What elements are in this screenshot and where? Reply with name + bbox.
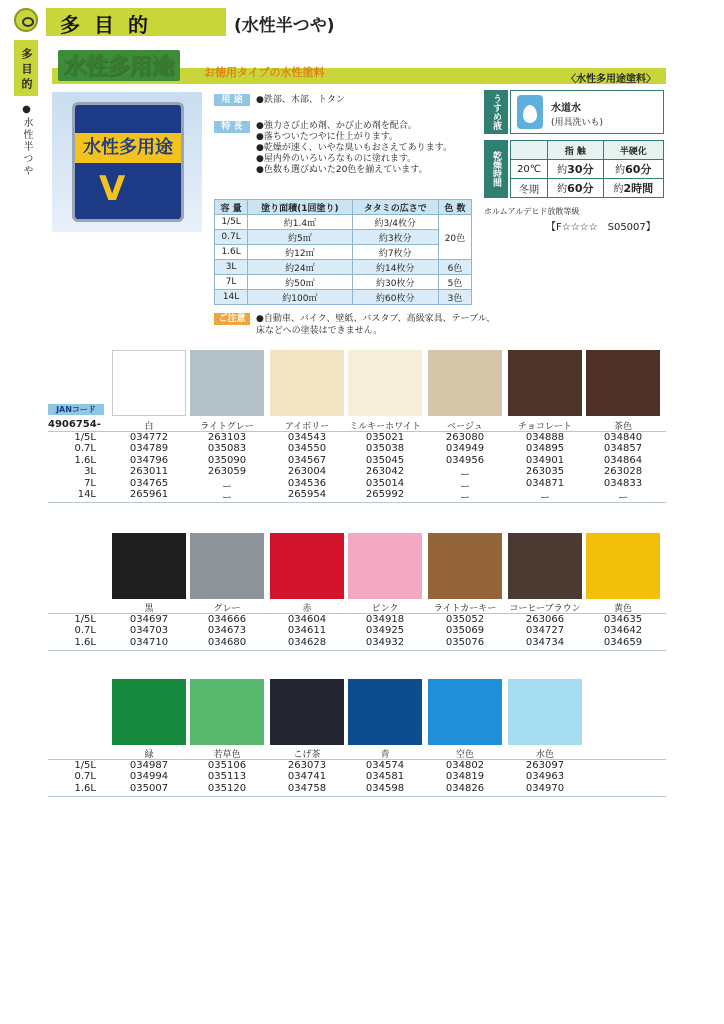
drying-row — [511, 179, 664, 198]
capacity-cell: 3L — [215, 260, 248, 275]
drying-touch-value: 60分 — [567, 182, 594, 195]
product-name: 水性多用途 — [58, 50, 180, 81]
drying-label: 乾燥時間 — [484, 140, 508, 198]
capacity-cell: 約3/4枚分 — [352, 215, 438, 230]
jan-code: 034642 — [603, 625, 643, 637]
capacity-cell: 約100㎡ — [248, 290, 353, 305]
jan-code: ー — [540, 493, 550, 504]
color-name: 黄色 — [613, 604, 632, 614]
jan-code: 034734 — [525, 636, 565, 648]
color-name: グレー — [213, 604, 241, 614]
jan-code: 263080 — [445, 432, 485, 443]
capacity-cell: 14L — [215, 290, 248, 305]
size-label: 3L — [84, 466, 96, 478]
jan-code: ー — [460, 470, 470, 482]
jan-code: 034758 — [287, 782, 327, 794]
jan-code: 034543 — [287, 432, 327, 443]
drying-table — [510, 140, 664, 198]
jan-code: 034550 — [287, 443, 327, 455]
capacity-header-row — [215, 200, 472, 215]
color-name: チョコレート — [518, 422, 572, 432]
color-swatch — [508, 350, 582, 416]
capacity-colors-merged: 20色 — [438, 215, 471, 260]
drying-cond: 20℃ — [511, 160, 548, 179]
jan-code: 263103 — [207, 432, 247, 443]
capacity-cell: 7L — [215, 275, 248, 290]
capacity-cell: 約24㎡ — [248, 260, 353, 275]
jan-code: 034666 — [207, 614, 247, 625]
side-label: ●水性半つや — [21, 104, 32, 177]
drying-half-prefix: 約 — [615, 165, 626, 176]
thinner-name: 水道水 — [551, 103, 581, 114]
feature-2: ●落ちついたつやに仕上がります。 — [256, 132, 399, 142]
color-swatch — [190, 533, 264, 599]
jan-code: 263066 — [525, 614, 565, 625]
color-swatch — [348, 350, 422, 416]
color-name: 水色 — [535, 750, 554, 760]
drying-touch — [548, 160, 603, 179]
jan-code: 035014 — [365, 477, 405, 489]
color-swatch — [112, 533, 186, 599]
drying-half-value: 2時間 — [623, 182, 654, 195]
jan-code: 034673 — [207, 625, 247, 637]
drying-touch-prefix: 約 — [557, 184, 568, 195]
capacity-cell: 約3枚分 — [352, 230, 438, 245]
jan-code: 034741 — [287, 771, 327, 783]
color-swatch — [428, 533, 502, 599]
jan-code: 265961 — [129, 489, 169, 500]
can-label-text: 水性多用途 — [83, 137, 173, 158]
color-swatch — [190, 679, 264, 745]
jan-code: 034949 — [445, 443, 485, 455]
jan-code: 263004 — [287, 466, 327, 478]
can-logo-letter: V — [99, 169, 126, 209]
jan-code: 034994 — [129, 771, 169, 783]
jan-code: ー — [222, 493, 232, 504]
feature-1: ●強力さび止め剤、かび止め剤を配合。 — [256, 121, 417, 131]
jan-code: 035007 — [129, 782, 169, 794]
jan-code: 034970 — [525, 782, 565, 794]
jan-code: 265954 — [287, 489, 327, 500]
jan-code: 034956 — [445, 454, 485, 466]
color-swatch — [270, 350, 344, 416]
size-label: 14L — [77, 489, 96, 500]
jan-code: 034765 — [129, 477, 169, 489]
drying-half-prefix: 約 — [613, 184, 624, 195]
capacity-table — [214, 199, 472, 305]
jan-code: 034628 — [287, 636, 327, 648]
capacity-cell: 5色 — [438, 275, 471, 290]
jan-code: 034789 — [129, 443, 169, 455]
size-label: 0.7L — [74, 771, 96, 783]
jan-code: 034697 — [129, 614, 169, 625]
jan-code: ー — [460, 481, 470, 493]
color-swatch — [112, 350, 186, 416]
capacity-row — [215, 245, 472, 260]
drying-header: 指 触 — [548, 141, 603, 160]
capacity-cell: 1/5L — [215, 215, 248, 230]
jan-code: 034925 — [365, 625, 405, 637]
capacity-row — [215, 260, 472, 275]
capacity-cell: 約7枚分 — [352, 245, 438, 260]
drying-touch-value: 30分 — [567, 163, 594, 176]
jan-code: 034895 — [525, 443, 565, 455]
jan-code: 035083 — [207, 443, 247, 455]
formaldehyde-grade: 【F☆☆☆☆ S05007】 — [546, 222, 656, 233]
capacity-cell: 1.6L — [215, 245, 248, 260]
size-label: 1.6L — [74, 782, 96, 794]
water-drop-icon — [517, 95, 543, 129]
size-label: 0.7L — [74, 625, 96, 637]
jan-code: 034987 — [129, 760, 169, 771]
note-text: ●自動車、バイク、壁紙、バスタブ、高級家具、テーブル、床などへの塗装はできません。 — [256, 314, 496, 336]
drying-half — [603, 160, 663, 179]
thinner-label: うすめ液 — [484, 90, 508, 134]
size-label: 1/5L — [74, 432, 96, 443]
jan-code: 034840 — [603, 432, 643, 443]
jan-code: ー — [618, 493, 628, 504]
product-category: 〈水性多用途塗料〉 — [566, 74, 656, 85]
capacity-header: タタミの広さで — [352, 200, 438, 215]
jan-code: 035106 — [207, 760, 247, 771]
capacity-cell: 約50㎡ — [248, 275, 353, 290]
jan-code: 263011 — [129, 466, 169, 478]
color-swatch — [586, 350, 660, 416]
use-label: 用 途 — [214, 94, 250, 106]
jan-code: 035120 — [207, 782, 247, 794]
size-label: 0.7L — [74, 443, 96, 455]
drying-touch — [548, 179, 603, 198]
color-name: ミルキーホワイト — [349, 422, 421, 432]
jan-code: 034864 — [603, 454, 643, 466]
color-name: 黒 — [144, 604, 154, 614]
jan-code: 034659 — [603, 636, 643, 648]
color-name: ライトグレー — [200, 422, 254, 432]
capacity-cell: 約12㎡ — [248, 245, 353, 260]
jan-code: 034635 — [603, 614, 643, 625]
drying-half — [603, 179, 663, 198]
jan-code: 034703 — [129, 625, 169, 637]
jan-code: 034772 — [129, 432, 169, 443]
color-name: ライトカーキー — [433, 604, 497, 614]
jan-code: 035052 — [445, 614, 485, 625]
jan-code: 263028 — [603, 466, 643, 478]
color-swatch — [270, 533, 344, 599]
capacity-cell: 約1.4㎡ — [248, 215, 353, 230]
color-name: ベージュ — [447, 422, 483, 432]
product-tagline: お徳用タイプの水性塗料 — [204, 66, 325, 79]
color-name: 赤 — [302, 604, 312, 614]
jan-code: 265992 — [365, 489, 405, 500]
jan-code: 034796 — [129, 454, 169, 466]
jan-code: 035076 — [445, 636, 485, 648]
note-label: ご注意 — [214, 313, 250, 325]
jan-code: 263073 — [287, 760, 327, 771]
size-label: 1/5L — [74, 614, 96, 625]
jan-code: 035038 — [365, 443, 405, 455]
feature-label: 特 長 — [214, 121, 250, 133]
color-swatch — [508, 679, 582, 745]
jan-code: 034819 — [445, 771, 485, 783]
color-name: 茶色 — [613, 422, 632, 432]
drying-touch-prefix: 約 — [557, 165, 568, 176]
color-name: 若草色 — [213, 750, 241, 760]
jan-code: ー — [460, 493, 470, 504]
jan-code: 035090 — [207, 454, 247, 466]
jan-code: 263042 — [365, 466, 405, 478]
jan-code: 034802 — [445, 760, 485, 771]
jan-label: JANコード — [48, 404, 104, 415]
jan-code: 034598 — [365, 782, 405, 794]
row-divider — [48, 796, 666, 797]
capacity-cell: 6色 — [438, 260, 471, 275]
color-swatch — [508, 533, 582, 599]
jan-code: 034567 — [287, 454, 327, 466]
color-swatch — [112, 679, 186, 745]
jan-code: 035021 — [365, 432, 405, 443]
jan-prefix: 4906754- — [48, 419, 101, 430]
jan-code: 035113 — [207, 771, 247, 783]
size-label: 1.6L — [74, 454, 96, 466]
color-name: こげ茶 — [293, 750, 321, 760]
drying-half-value: 60分 — [625, 163, 652, 176]
jan-code: 034536 — [287, 477, 327, 489]
use-text: ●鉄部、木部、トタン — [256, 95, 345, 105]
color-swatch — [270, 679, 344, 745]
size-label: 7L — [84, 477, 96, 489]
page-header — [0, 0, 724, 38]
capacity-cell: 3色 — [438, 290, 471, 305]
capacity-cell: 約30枚分 — [352, 275, 438, 290]
jan-code: 035069 — [445, 625, 485, 637]
drying-cond: 冬期 — [511, 179, 548, 198]
jan-code: 034901 — [525, 454, 565, 466]
drying-header-blank — [511, 141, 548, 160]
jan-code: 034963 — [525, 771, 565, 783]
jan-code: 034833 — [603, 477, 643, 489]
thinner-sub: (用具洗いも) — [551, 118, 604, 128]
color-swatch — [428, 350, 502, 416]
jan-code: 263059 — [207, 466, 247, 478]
jan-code: 034857 — [603, 443, 643, 455]
color-swatch — [586, 533, 660, 599]
capacity-row — [215, 215, 472, 230]
capacity-header: 容 量 — [215, 200, 248, 215]
jan-code: 034604 — [287, 614, 327, 625]
thinner-box — [510, 90, 664, 134]
jan-code: 034680 — [207, 636, 247, 648]
size-label: 1/5L — [74, 760, 96, 771]
jan-code: 034826 — [445, 782, 485, 794]
capacity-row — [215, 230, 472, 245]
jan-code: 034932 — [365, 636, 405, 648]
water-drop-logo-icon — [14, 8, 38, 32]
jan-code: 035045 — [365, 454, 405, 466]
capacity-row — [215, 275, 472, 290]
drying-header-row — [511, 141, 664, 160]
size-label: 1.6L — [74, 636, 96, 648]
capacity-cell: 約60枚分 — [352, 290, 438, 305]
color-swatch — [348, 679, 422, 745]
capacity-header: 塗り面積(1回塗り) — [248, 200, 353, 215]
capacity-row — [215, 290, 472, 305]
side-tab: 多目的 — [14, 40, 38, 96]
feature-5: ●色数も選びぬいた20色を揃えています。 — [256, 165, 428, 175]
color-name: アイボリー — [284, 422, 330, 432]
color-swatch — [428, 679, 502, 745]
feature-3: ●乾燥が速く、いやな臭いもおさえてあります。 — [256, 143, 452, 153]
color-name: 空色 — [455, 750, 474, 760]
formaldehyde-label: ホルムアルデヒド放散等級 — [484, 207, 580, 216]
page-subtitle: (水性半つや) — [234, 16, 335, 36]
jan-code: 034581 — [365, 771, 405, 783]
drying-header: 半硬化 — [603, 141, 663, 160]
jan-code: 034871 — [525, 477, 565, 489]
jan-code: 263035 — [525, 466, 565, 478]
product-image — [52, 92, 202, 232]
color-name: 白 — [144, 422, 154, 432]
color-swatch — [348, 533, 422, 599]
color-name: 青 — [380, 750, 390, 760]
color-name: 緑 — [144, 750, 154, 760]
drying-row — [511, 160, 664, 179]
jan-code: 034611 — [287, 625, 327, 637]
color-name: コーヒーブラウン — [509, 604, 581, 614]
capacity-cell: 約5㎡ — [248, 230, 353, 245]
row-divider — [48, 650, 666, 651]
capacity-cell: 約14枚分 — [352, 260, 438, 275]
jan-code: 034888 — [525, 432, 565, 443]
capacity-cell: 0.7L — [215, 230, 248, 245]
color-name: ピンク — [371, 604, 399, 614]
color-swatch — [190, 350, 264, 416]
jan-code: ー — [222, 481, 232, 493]
jan-code: 034710 — [129, 636, 169, 648]
jan-code: 034574 — [365, 760, 405, 771]
paint-can-illustration — [72, 102, 184, 222]
jan-code: 034918 — [365, 614, 405, 625]
jan-code: 263097 — [525, 760, 565, 771]
capacity-header: 色 数 — [438, 200, 471, 215]
feature-4: ●屋内外のいろいろなものに塗れます。 — [256, 154, 417, 164]
page-title: 多目的 — [60, 13, 162, 37]
jan-code: 034727 — [525, 625, 565, 637]
